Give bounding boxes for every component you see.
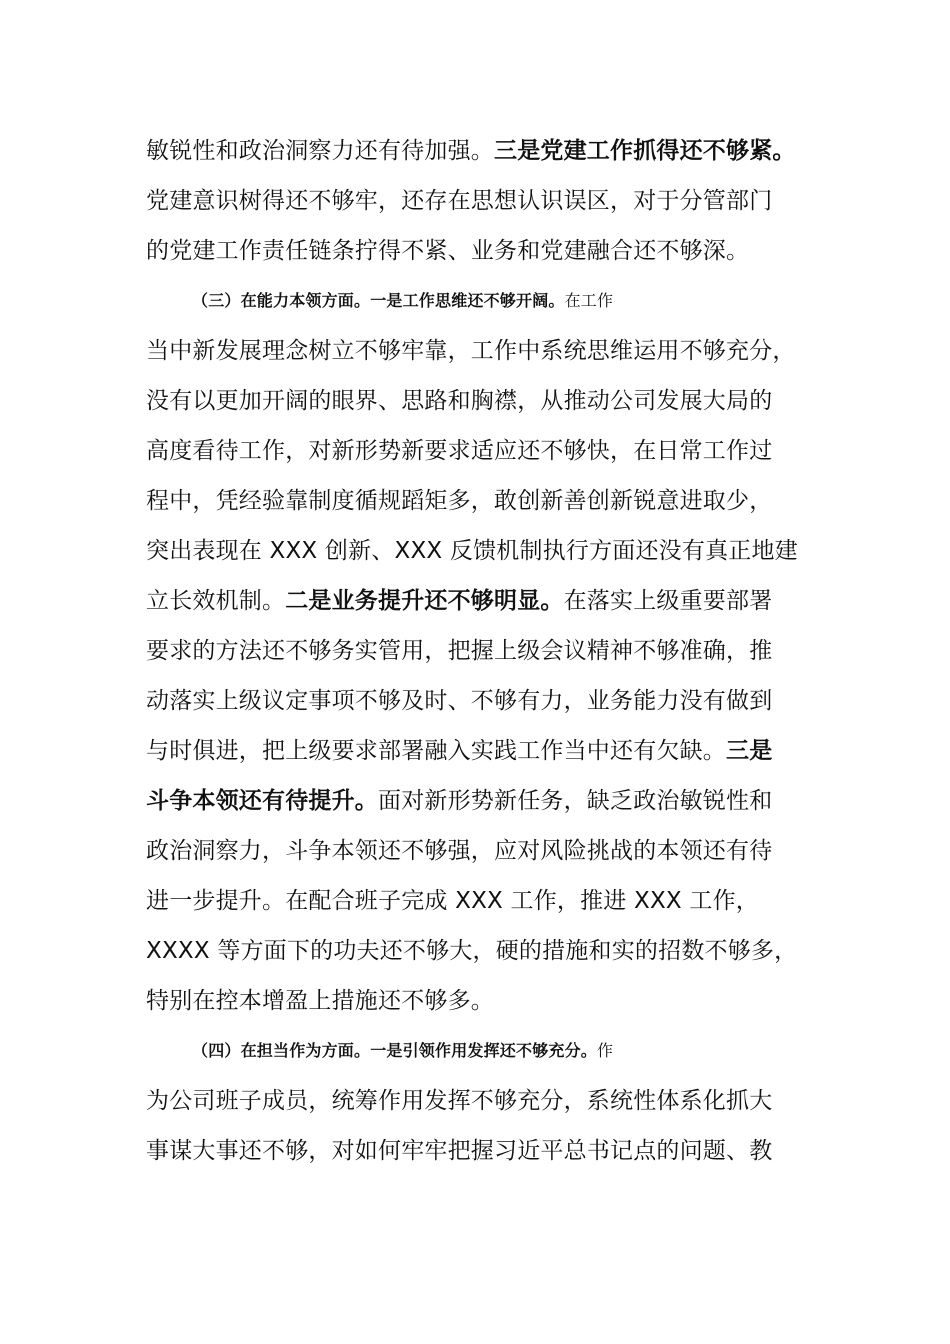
text-line (146, 676, 836, 726)
text-run: 立长效机制。 (146, 588, 286, 614)
text-run: 特别在控本增盈上措施还不够多。 (146, 988, 494, 1014)
text-line (146, 876, 836, 926)
text-line (146, 726, 836, 776)
bold-heading-run: （三）在能力本领方面。一是工作思维还不够开阔。 (192, 291, 565, 310)
text-run: 动落实上级议定事项不够及时、不够有力，业务能力没有做到 (146, 688, 773, 714)
text-run: XXXX 等方面下的功夫还不够大，硬的措施和实的招数不够多， (146, 938, 798, 964)
bold-heading-run: 三是党建工作抓得还不够紧。 (494, 138, 796, 164)
bold-heading-run: （四）在担当作为方面。一是引领作用发挥还不够充分。 (192, 1041, 598, 1060)
text-line (146, 126, 836, 176)
text-line (146, 376, 836, 426)
section-heading-line (192, 276, 882, 326)
text-line (146, 326, 836, 376)
text-run: 程中，凭经验靠制度循规蹈矩多，敢创新善创新锐意进取少， (146, 488, 773, 514)
text-line (146, 1076, 836, 1126)
text-run: 敏锐性和政治洞察力还有待加强。 (146, 138, 494, 164)
text-line (146, 826, 836, 876)
text-line (146, 626, 836, 676)
text-run: 党建意识树得还不够牢，还存在思想认识误区，对于分管部门 (146, 188, 773, 214)
text-run: 突出表现在 XXX 创新、XXX 反馈机制执行方面还没有真正地建 (146, 538, 798, 564)
text-run: 在落实上级重要部署 (563, 588, 773, 614)
text-run: 的党建工作责任链条拧得不紧、业务和党建融合还不够深。 (146, 238, 750, 264)
text-run: 为公司班子成员，统筹作用发挥不够充分，系统性体系化抓大 (146, 1088, 773, 1114)
text-line (146, 226, 836, 276)
text-line (146, 926, 836, 976)
text-line (146, 426, 836, 476)
text-line (146, 576, 836, 626)
text-line (146, 526, 836, 576)
text-run: 政治洞察力，斗争本领还不够强，应对风险挑战的本领还有待 (146, 838, 773, 864)
text-run: 在工作 (564, 291, 614, 310)
section-heading-line (192, 1026, 882, 1076)
text-line (146, 1126, 836, 1176)
text-run: 高度看待工作，对新形势新要求适应还不够快，在日常工作过 (146, 438, 773, 464)
text-run: 面对新形势新任务，缺乏政治敏锐性和 (378, 788, 773, 814)
text-line (146, 976, 836, 1026)
text-run: 进一步提升。在配合班子完成 XXX 工作，推进 XXX 工作， (146, 888, 759, 914)
text-run: 要求的方法还不够务实管用，把握上级会议精神不够准确，推 (146, 638, 773, 664)
bold-heading-run: 三是 (726, 738, 773, 764)
text-run: 事谋大事还不够，对如何牢牢把握习近平总书记点的问题、教 (146, 1138, 773, 1164)
bold-heading-run: 二是业务提升还不够明显。 (285, 588, 564, 614)
text-line (146, 476, 836, 526)
text-line (146, 176, 836, 226)
text-run: 与时俱进，把上级要求部署融入实践工作当中还有欠缺。 (146, 738, 726, 764)
text-line (146, 776, 836, 826)
text-run: 作 (597, 1041, 614, 1060)
text-run: 当中新发展理念树立不够牢靠，工作中系统思维运用不够充分， (146, 338, 796, 364)
text-run: 没有以更加开阔的眼界、思路和胸襟，从推动公司发展大局的 (146, 388, 773, 414)
bold-heading-run: 斗争本领还有待提升。 (146, 788, 378, 814)
